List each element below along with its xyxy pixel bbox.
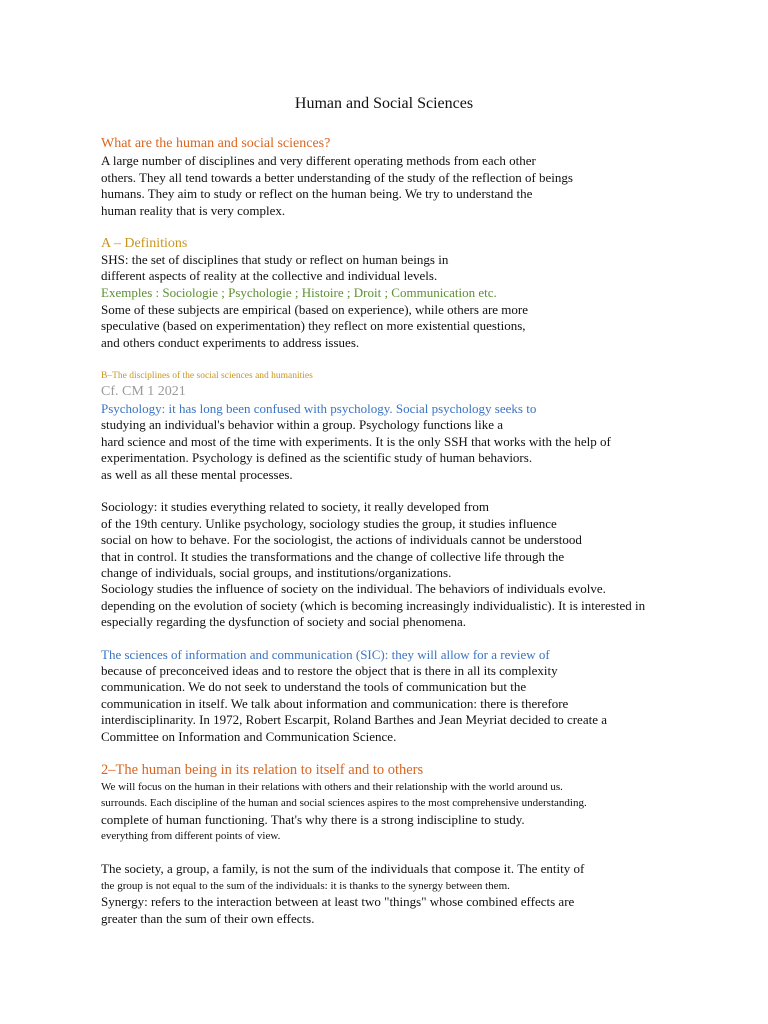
psychology-lead: Psychology: it has long been confused with psychology. Social psychology seeks to: [101, 401, 537, 416]
paragraph-line: Committee on Information and Communication Science.: [101, 729, 397, 744]
paragraph-line: especially regarding the dysfunction of society and social phenomena.: [101, 614, 466, 629]
section-heading-disciplines: B–The disciplines of the social sciences and humanities: [101, 371, 313, 381]
paragraph-line: humans. They aim to study or reflect on the human being. We try to understand the: [101, 186, 533, 201]
paragraph-line: SHS: the set of disciplines that study or reflect on human beings in: [101, 252, 449, 267]
paragraph-line: greater than the sum of their own effects.: [101, 911, 315, 926]
paragraph-line: that in control. It studies the transformations and the change of collective life through the: [101, 549, 565, 564]
section-heading-relations: 2–The human being in its relation to itself and to others: [101, 762, 424, 778]
sic-lead: The sciences of information and communication (SIC): they will allow for a review of: [101, 647, 550, 662]
paragraph-line: the group is not equal to the sum of the individuals: it is thanks to the synergy between them.: [101, 880, 510, 892]
paragraph-line: speculative (based on experimentation) they reflect on more existential questions,: [101, 318, 526, 333]
paragraph-line: human reality that is very complex.: [101, 203, 286, 218]
paragraph-line: everything from different points of view.: [101, 830, 281, 842]
paragraph-line: Sociology studies the influence of society on the individual. The behaviors of individuals evolve.: [101, 581, 606, 596]
paragraph-line: communication. We do not seek to understand the tools of communication but the: [101, 679, 527, 694]
paragraph-line: Synergy: refers to the interaction between at least two "things" whose combined effects are: [101, 894, 575, 909]
paragraph-line: studying an individual's behavior within a group. Psychology functions like a: [101, 417, 504, 432]
paragraph-line: interdisciplinarity. In 1972, Robert Escarpit, Roland Barthes and Jean Meyriat decided to create a: [101, 712, 607, 727]
paragraph-line: A large number of disciplines and very different operating methods from each other: [101, 153, 536, 168]
paragraph-line: change of individuals, social groups, and institutions/organizations.: [101, 565, 452, 580]
paragraph-line: and others conduct experiments to address issues.: [101, 335, 360, 350]
paragraph-line: of the 19th century. Unlike psychology, sociology studies the group, it studies influence: [101, 516, 557, 531]
paragraph-line: The society, a group, a family, is not the sum of the individuals that compose it. The entity of: [101, 861, 585, 876]
paragraph-line: We will focus on the human in their relations with others and their relationship with the world around us.: [101, 781, 563, 793]
paragraph-line: Some of these subjects are empirical (based on experience), while others are more: [101, 302, 529, 317]
paragraph-line: depending on the evolution of society (which is becoming increasingly individualistic). It is interested in: [101, 598, 646, 613]
section-heading-definitions: A – Definitions: [101, 236, 188, 251]
paragraph-line: Sociology: it studies everything related to society, it really developed from: [101, 499, 489, 514]
document-title: Human and Social Sciences: [294, 95, 474, 112]
paragraph-line: surrounds. Each discipline of the human and social sciences aspires to the most comprehensive understanding.: [101, 797, 587, 809]
reference-note: Cf. CM 1 2021: [101, 384, 186, 399]
paragraph-line: because of preconceived ideas and to restore the object that is there in all its complexity: [101, 663, 558, 678]
paragraph-line: as well as all these mental processes.: [101, 467, 293, 482]
paragraph-line: experimentation. Psychology is defined as the scientific study of human behaviors.: [101, 450, 533, 465]
examples-line: Exemples : Sociologie ; Psychologie ; Histoire ; Droit ; Communication etc.: [101, 285, 497, 300]
paragraph-line: social on how to behave. For the sociologist, the actions of individuals cannot be understood: [101, 532, 582, 547]
paragraph-line: others. They all tend towards a better understanding of the study of the reflection of beings: [101, 170, 573, 185]
paragraph-line: hard science and most of the time with experiments. It is the only SSH that works with the help of: [101, 434, 611, 449]
paragraph-line: complete of human functioning. That's why there is a strong indiscipline to study.: [101, 812, 525, 827]
paragraph-line: different aspects of reality at the collective and individual levels.: [101, 268, 438, 283]
paragraph-line: communication in itself. We talk about information and communication: there is therefore: [101, 696, 569, 711]
section-heading-intro: What are the human and social sciences?: [101, 136, 331, 151]
